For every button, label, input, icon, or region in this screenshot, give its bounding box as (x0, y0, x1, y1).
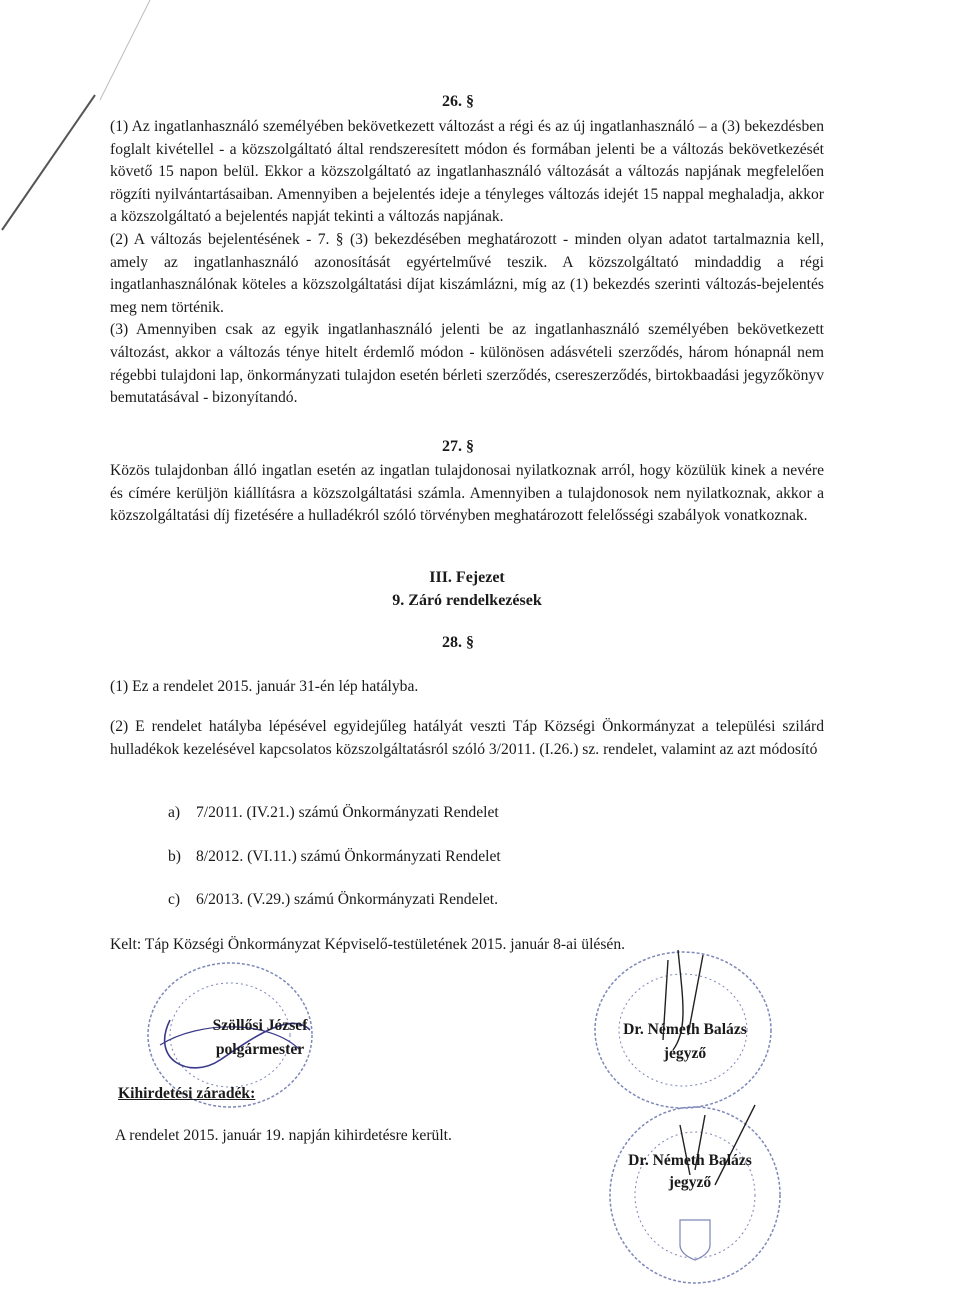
chapter-subtitle: 9. Záró rendelkezések (392, 592, 542, 609)
section-27-para-1: Közös tulajdonban álló ingatlan esetén az ingatlan tulajdonosai nyilatkoznak arról, hogy közülük kinek a nevére és címére kerüljön kiállításra a közszolgáltatási számla. Amennyiben a tulajdonosok nem nyilatkoznak, akkor a közszolgáltatási díj fizetésére a hulladékról szóló törvényben meghatározott felelősségi szabályok vonatkoznak. (110, 462, 824, 525)
notary-name: Dr. Németh Balázs (623, 1021, 747, 1038)
promulgation-text: A rendelet 2015. január 19. napján kihirdetésre került. (115, 1127, 452, 1144)
notary-name-2: Dr. Németh Balázs (628, 1152, 752, 1169)
list-marker: c) (168, 891, 181, 908)
section-26-para-3: (3) Amennyiben csak az egyik ingatlanhasználó jelenti be az ingatlanhasználó személyében bekövetkezett változást, akkor a változás ténye hitelt érdemlő módon - különösen adásvételi szerződés, három hónapnál nem régebbi tulajdoni lap, önkormányzati tulajdon esetén bérleti szerződés, csereszerződés, birtokbaadási jegyzőkönyv bemutatásával - bizonyítandó. (110, 321, 824, 407)
section-27-heading: 27. § (442, 438, 474, 455)
notary-title: jegyző (663, 1045, 707, 1062)
list-text: 8/2012. (VI.11.) számú Önkormányzati Rendelet (196, 848, 501, 865)
repealed-item-b (168, 848, 501, 866)
kelt-line: Kelt: Táp Községi Önkormányzat Képviselő-testületének 2015. január 8-ai ülésén. (110, 936, 626, 953)
section-26-heading: 26. § (442, 93, 474, 110)
section-28-para-2: (2) E rendelet hatályba lépésével egyidejűleg hatályát veszti Táp Községi Önkormányzat a települési szilárd hulladékok kezelésével kapcsolatos közszolgáltatásról szóló 3/2011. (I.26.) sz. rendelet, valamint az azt módosító (110, 718, 824, 758)
list-text: 7/2011. (IV.21.) számú Önkormányzati Rendelet (196, 804, 499, 821)
promulgation-heading: Kihirdetési záradék: (118, 1085, 256, 1102)
section-28-heading: 28. § (442, 634, 474, 651)
section-26-body (110, 116, 824, 410)
notary-title-2: jegyző (668, 1174, 712, 1191)
repealed-item-a (168, 804, 499, 822)
section-26-para-2: (2) A változás bejelentésének - 7. § (3) bekezdésében meghatározott - minden olyan adatot tartalmaznia kell, amely az ingatlanhasználó azonosítását egyértelművé teszik. A közszolgáltató mindaddig a régi ingatlanhasználónak köteles a közszolgáltatási díjat kiszámlázni, míg az (1) bekezdés szerinti változás-bejelentés meg nem történik. (110, 230, 824, 316)
list-text: 6/2013. (V.29.) számú Önkormányzati Rendelet. (196, 891, 498, 908)
repealed-item-c (168, 891, 498, 909)
notary-seal-bottom (595, 1095, 795, 1290)
section-27-body (110, 460, 824, 528)
chapter-title: III. Fejezet (429, 569, 505, 586)
list-marker: a) (168, 804, 181, 821)
list-marker: b) (168, 848, 181, 865)
section-28-para-1: (1) Ez a rendelet 2015. január 31-én lép hatályba. (110, 678, 419, 695)
mayor-title: polgármester (215, 1041, 305, 1058)
section-26-para-1: (1) Az ingatlanhasználó személyében bekövetkezett változást a régi és az új ingatlanhasználó – a (3) bekezdésben foglalt kivétellel - a közszolgáltató által rendszeresített módon és formában jelenti be a változás bekövetkezését követő 15 napon belül. Ekkor a közszolgáltató az ingatlanhasználó változását a változás napjának megfelelően rögzíti nyilvántartásaiban. Amennyiben a bejelentés ideje a tényleges változás idejét 15 nappal meghaladja, akkor a közszolgáltató a bejelentés napját tekinti a változás napjának. (110, 118, 824, 226)
mayor-name: Szöllősi József (212, 1017, 308, 1034)
